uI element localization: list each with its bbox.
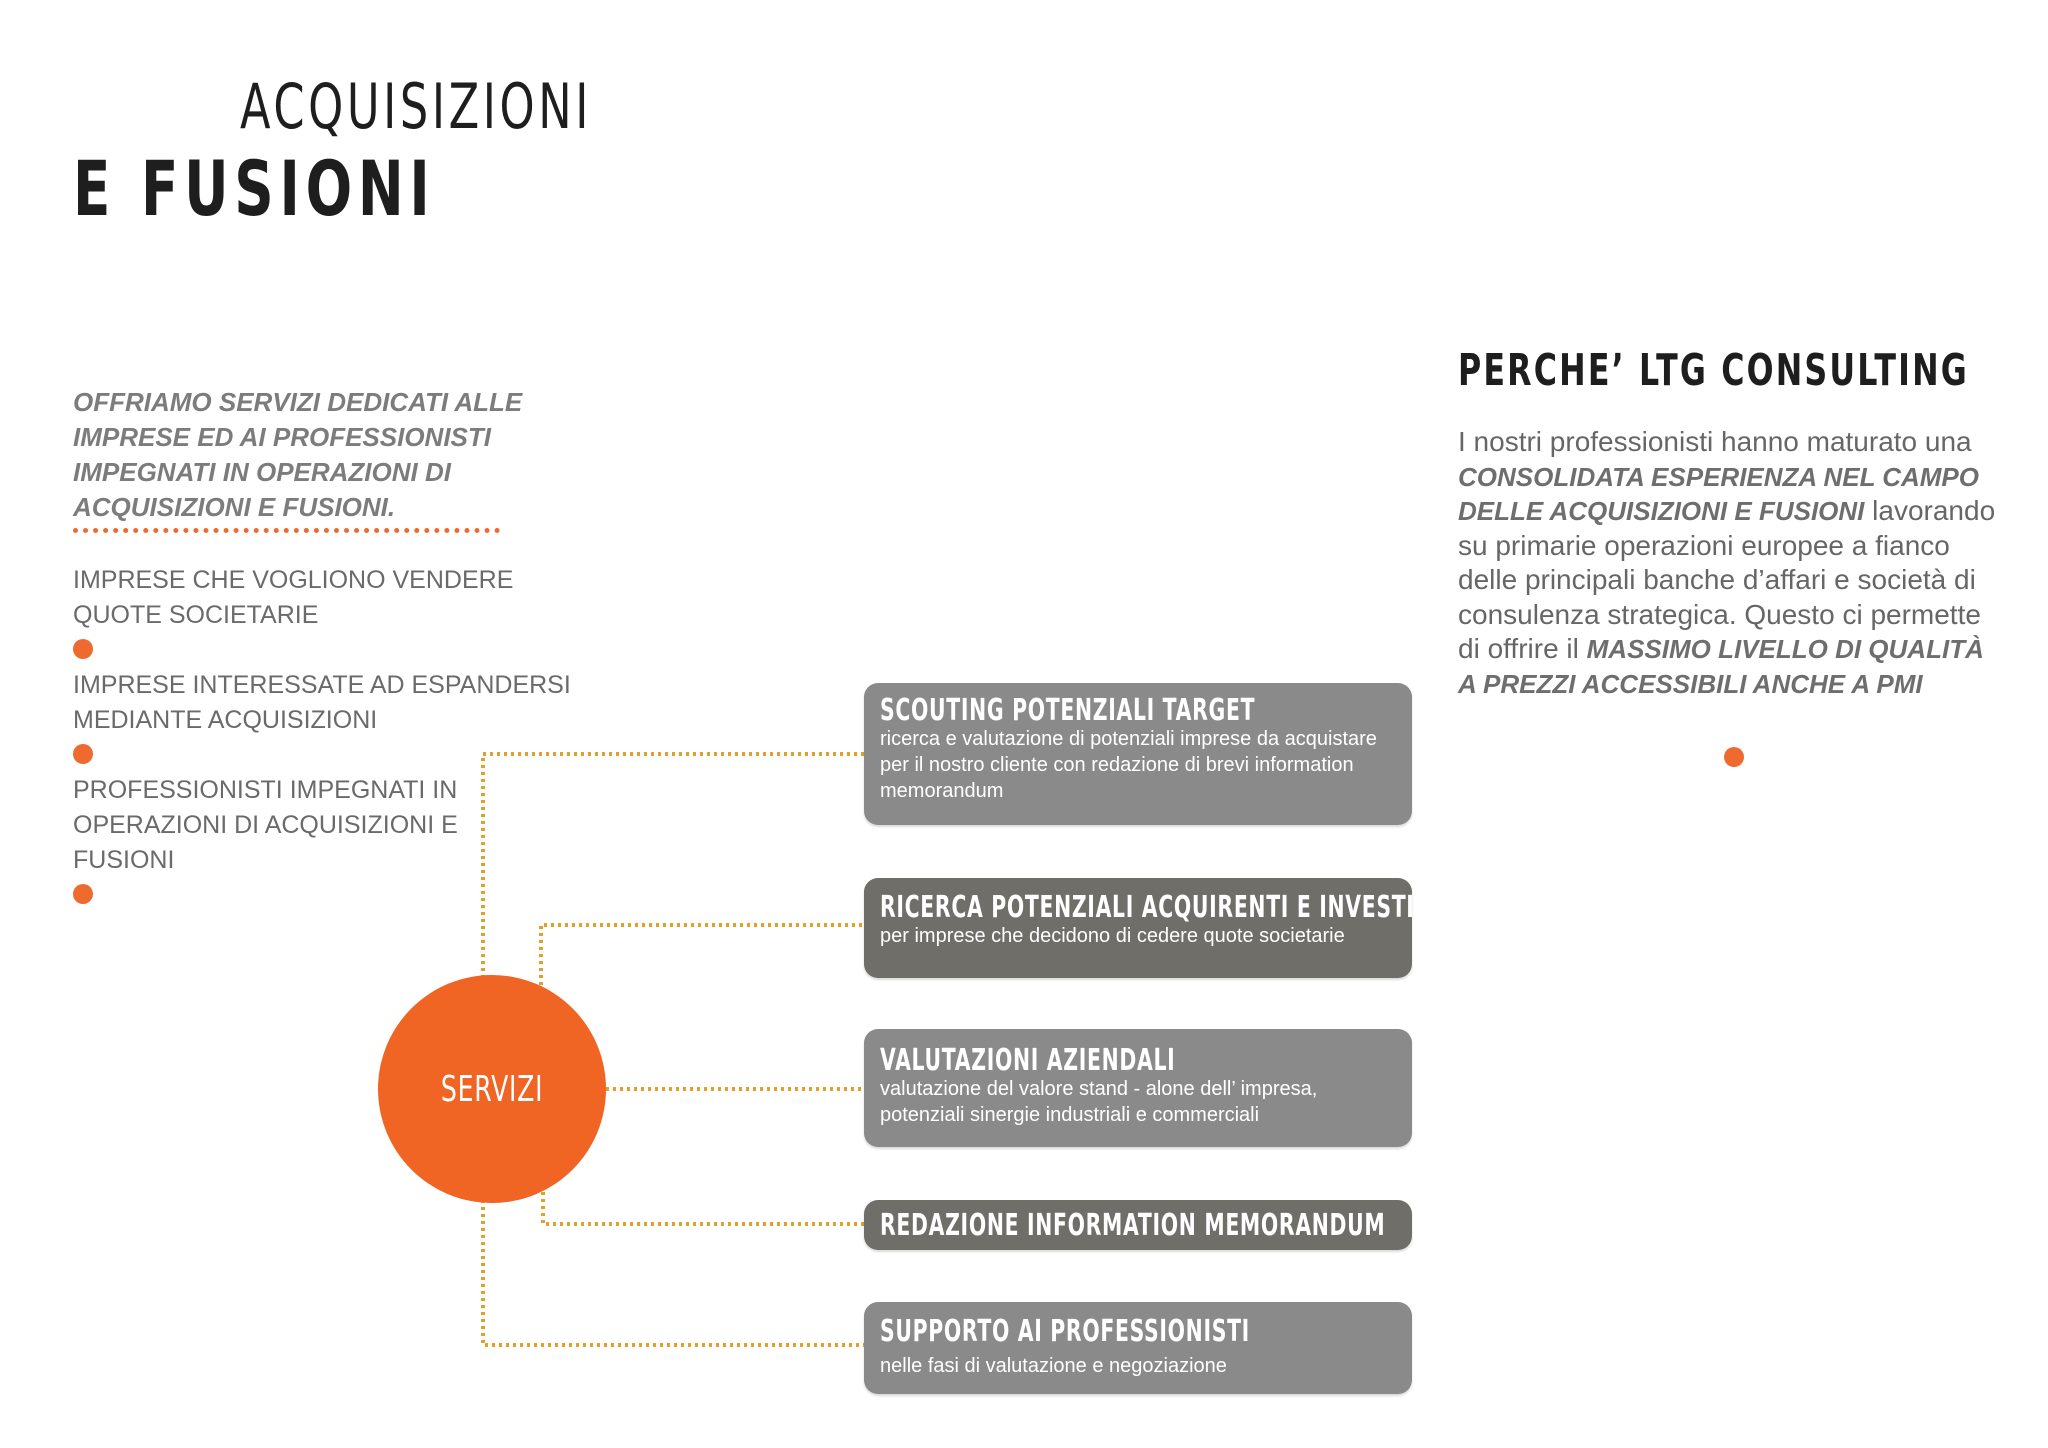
service-description: valutazione del valore stand - alone dell’ impresa, potenziali sinergie industriali e commerciali [880, 1078, 1318, 1126]
service-title: SCOUTING POTENZIALI TARGET [880, 693, 1256, 728]
service-box-supporto [864, 1302, 1412, 1394]
why-text-part-1: I nostri professionisti hanno maturato una [1458, 426, 1972, 457]
why-ltg-title: PERCHE’ LTG CONSULTING [1458, 345, 1969, 396]
connector-scouting [483, 754, 864, 978]
service-description: nelle fasi di valutazione e negoziazione [880, 1355, 1227, 1377]
why-highlight-experience: CONSOLIDATA ESPERIENZA NEL CAMPO DELLE ACQUISIZIONI E FUSIONI [1458, 461, 1979, 526]
services-hub-label: SERVIZI [440, 1068, 544, 1110]
connector-supporto [483, 1200, 864, 1345]
service-box-scouting [864, 683, 1412, 825]
service-title: VALUTAZIONI AZIENDALI [880, 1043, 1176, 1078]
intro-text: OFFRIAMO SERVIZI DEDICATI ALLE IMPRESE ED AI PROFESSIONISTI IMPEGNATI IN OPERAZIONI DI ACQUISIZIONI E FUSIONI. [73, 387, 523, 522]
target-item-professionals: PROFESSIONISTI IMPEGNATI IN OPERAZIONI DI ACQUISIZIONI E FUSIONI [73, 776, 458, 874]
service-box-redazione [864, 1200, 1412, 1250]
connector-redazione [543, 1192, 864, 1224]
service-description: per imprese che decidono di cedere quote societarie [880, 925, 1345, 947]
title-line-1: ACQUISIZIONI [240, 70, 593, 143]
target-item-expanders: IMPRESE INTERESSATE AD ESPANDERSI MEDIANTE ACQUISIZIONI [73, 671, 571, 734]
service-title: REDAZIONE INFORMATION MEMORANDUM [880, 1208, 1386, 1243]
service-box-valutazioni [864, 1029, 1412, 1147]
service-title: RICERCA POTENZIALI ACQUIRENTI E INVESTITORI [880, 890, 1472, 925]
service-box-ricerca [864, 878, 1472, 978]
services-hub [378, 975, 606, 1203]
why-highlight-quality: MASSIMO LIVELLO DI QUALITÀ A PREZZI ACCESSIBILI ANCHE A PMI [1458, 634, 1984, 699]
title-line-2: E FUSIONI [73, 144, 436, 233]
connector-ricerca [541, 925, 864, 985]
service-description: ricerca e valutazione di potenziali imprese da acquistare per il nostro cliente con redazione di brevi information memorandum [880, 728, 1377, 802]
service-title: SUPPORTO AI PROFESSIONISTI [880, 1314, 1250, 1349]
target-item-sellers: IMPRESE CHE VOGLIONO VENDERE QUOTE SOCIETARIE [73, 566, 514, 629]
why-text-part-2: lavorando su primarie operazioni europee a fianco delle principali banche d’affari e società di consulenza strategica. Questo ci permette di offrire il [1458, 495, 1996, 664]
